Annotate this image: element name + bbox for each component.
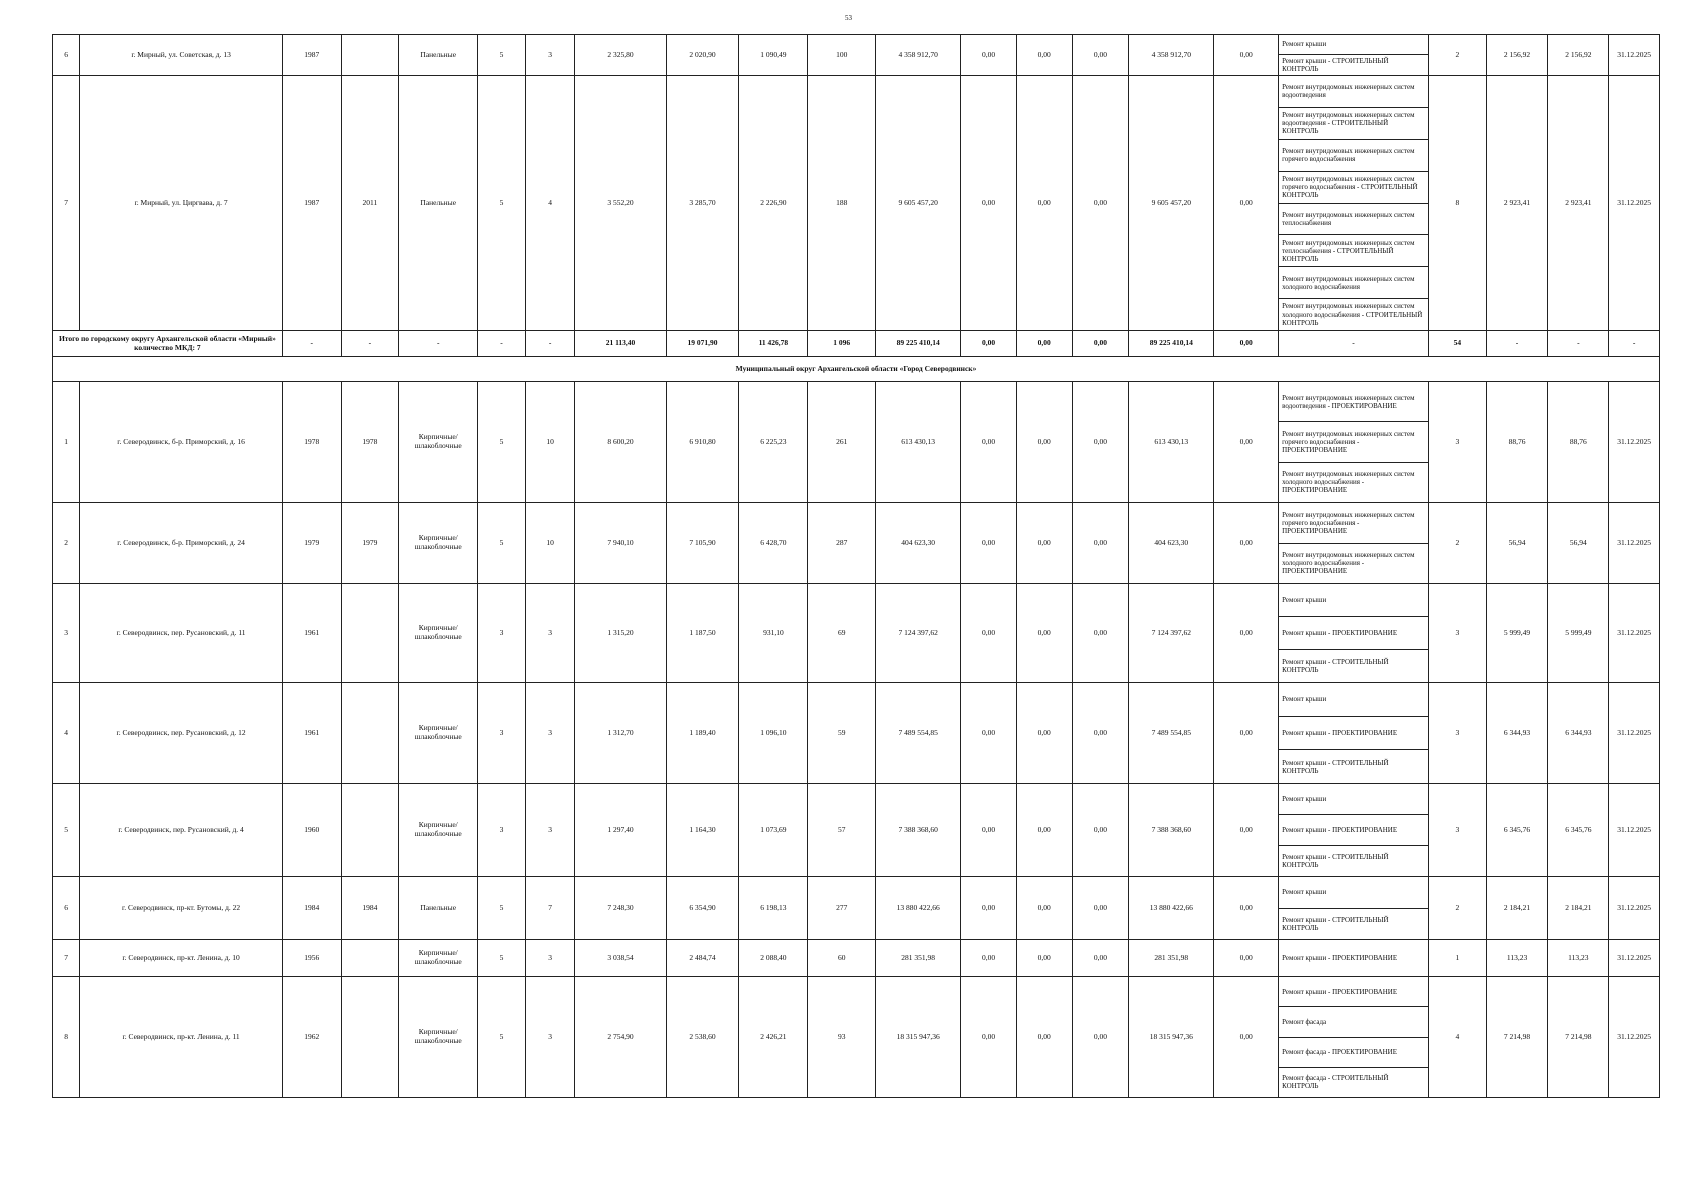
work-item: Ремонт внутридомовых инженерных систем водоотведения - ПРОЕКТИРОВАНИЕ [1279,382,1428,422]
cell-area-resid: 1 090,49 [739,35,808,76]
cell-no: 1 [53,382,80,503]
table-row [53,382,1660,503]
total-owners: 89 225 410,14 [1129,331,1214,357]
cell-address: г. Северодвинск, пр-кт. Бутомы, д. 22 [80,877,283,940]
cell-deadline: 31.12.2025 [1609,977,1660,1098]
cell-cost-total: 18 315 947,36 [876,977,961,1098]
cell-deadline: 31.12.2025 [1609,683,1660,784]
cell-owners: 404 623,30 [1129,503,1214,584]
cell-walls: Кирпичные/ шлакоблочные [399,584,478,683]
total-dash: - [525,331,575,357]
severodvinsk-rows [53,382,1660,1098]
total-dash: - [1548,331,1609,357]
cell-count: 2 [1428,877,1486,940]
cell-cost-total: 7 388 368,60 [876,784,961,877]
work-item: Ремонт внутридомовых инженерных систем холодного водоснабжения - ПРОЕКТИРОВАНИЕ [1282,551,1415,576]
cell-regional: 0,00 [1016,503,1072,584]
cell-area-resid: 6 225,23 [739,382,808,503]
cell-cost-total: 281 351,98 [876,940,961,977]
section-header-row [53,357,1660,382]
cell-area-resid: 931,10 [739,584,808,683]
cell-limit-cost: 2 184,21 [1548,877,1609,940]
cell-deadline: 31.12.2025 [1609,76,1660,331]
work-item: Ремонт крыши - СТРОИТЕЛЬНЫЙ КОНТРОЛЬ [1282,657,1389,674]
work-item: Ремонт крыши - СТРОИТЕЛЬНЫЙ КОНТРОЛЬ [1282,56,1389,73]
cell-limit-cost: 88,76 [1548,382,1609,503]
work-item: Ремонт крыши - ПРОЕКТИРОВАНИЕ [1279,617,1428,650]
cell-fund: 0,00 [961,977,1017,1098]
work-item: Ремонт крыши - СТРОИТЕЛЬНЫЙ КОНТРОЛЬ [1282,852,1389,869]
cell-year-built: 1962 [282,977,341,1098]
cell-walls: Панельные [399,877,478,940]
cell-no: 6 [53,877,80,940]
cell-local: 0,00 [1072,76,1129,331]
cell-regional: 0,00 [1016,584,1072,683]
work-item: Ремонт фасада - ПРОЕКТИРОВАНИЕ [1279,1038,1428,1068]
cell-entrances: 3 [525,35,575,76]
cell-address: г. Северодвинск, пер. Русановский, д. 11 [80,584,283,683]
cell-entrances: 3 [525,977,575,1098]
work-item: Ремонт крыши - ПРОЕКТИРОВАНИЕ [1279,815,1428,846]
cell-count: 3 [1428,784,1486,877]
cell-floors: 5 [478,35,526,76]
cell-regional: 0,00 [1016,784,1072,877]
cell-no: 3 [53,584,80,683]
work-item: Ремонт внутридомовых инженерных систем горячего водоснабжения [1279,140,1428,172]
total-local: 0,00 [1072,331,1129,357]
work-item: Ремонт крыши [1279,877,1428,909]
cell-count: 2 [1428,503,1486,584]
cell-residents: 57 [808,784,876,877]
cell-residents: 100 [808,35,876,76]
table-row [53,683,1660,784]
cell-owners: 613 430,13 [1129,382,1214,503]
cell-count: 8 [1428,76,1486,331]
cell-floors: 5 [478,382,526,503]
work-item: Ремонт внутридомовых инженерных систем водоотведения [1279,76,1428,108]
cell-owners: 7 489 554,85 [1129,683,1214,784]
cell-area-resid: 2 226,90 [739,76,808,331]
cell-regional: 0,00 [1016,683,1072,784]
total-row [53,331,1660,357]
cell-residents: 60 [808,940,876,977]
cell-area-living: 2 484,74 [666,940,739,977]
cell-unit-cost: 2 156,92 [1486,35,1548,76]
cell-local: 0,00 [1072,584,1129,683]
cell-entrances: 7 [525,877,575,940]
cell-local: 0,00 [1072,503,1129,584]
cell-floors: 5 [478,877,526,940]
total-label: Итого по городскому округу Архангельской области «Мирный» количество МКД: 7 [53,331,283,357]
cell-owners: 9 605 457,20 [1129,76,1214,331]
work-item: Ремонт внутридомовых инженерных систем теплоснабжения [1279,204,1428,236]
cell-fund: 0,00 [961,584,1017,683]
cell-works [1279,35,1429,76]
cell-fund: 0,00 [961,76,1017,331]
cell-year-built: 1956 [282,940,341,977]
cell-owners: 7 388 368,60 [1129,784,1214,877]
cell-other: 0,00 [1214,76,1279,331]
cell-unit-cost: 113,23 [1486,940,1548,977]
cell-count: 3 [1428,683,1486,784]
cell-walls: Кирпичные/ шлакоблочные [399,784,478,877]
cell-local: 0,00 [1072,977,1129,1098]
cell-address: г. Мирный, ул. Советская, д. 13 [80,35,283,76]
cell-unit-cost: 88,76 [1486,382,1548,503]
cell-other: 0,00 [1214,382,1279,503]
cell-cost-total: 9 605 457,20 [876,76,961,331]
cell-unit-cost: 5 999,49 [1486,584,1548,683]
cell-residents: 261 [808,382,876,503]
cell-fund: 0,00 [961,940,1017,977]
cell-deadline: 31.12.2025 [1609,877,1660,940]
cell-cost-total: 4 358 912,70 [876,35,961,76]
cell-area-total: 1 297,40 [575,784,666,877]
cell-deadline: 31.12.2025 [1609,584,1660,683]
cell-cost-total: 7 489 554,85 [876,683,961,784]
cell-count: 3 [1428,584,1486,683]
cell-count: 4 [1428,977,1486,1098]
cell-walls: Кирпичные/ шлакоблочные [399,503,478,584]
work-item: Ремонт фасада [1279,1007,1428,1037]
cell-regional: 0,00 [1016,76,1072,331]
work-item: Ремонт внутридомовых инженерных систем горячего водоснабжения - СТРОИТЕЛЬНЫЙ КОНТРОЛЬ [1279,172,1428,204]
page-number: 53 [845,14,852,22]
cell-area-resid: 2 088,40 [739,940,808,977]
total-other: 0,00 [1214,331,1279,357]
cell-address: г. Северодвинск, пер. Русановский, д. 12 [80,683,283,784]
cell-cost-total: 404 623,30 [876,503,961,584]
cell-regional: 0,00 [1016,35,1072,76]
cell-entrances: 4 [525,76,575,331]
cell-year-built: 1987 [282,35,341,76]
table-row [53,877,1660,940]
cell-limit-cost: 113,23 [1548,940,1609,977]
table-row [53,940,1660,977]
work-item: Ремонт крыши [1279,784,1428,815]
cell-floors: 5 [478,76,526,331]
cell-area-resid: 1 073,69 [739,784,808,877]
cell-limit-cost: 5 999,49 [1548,584,1609,683]
section-title: Муниципальный округ Архангельской области «Город Северодвинск» [53,357,1660,382]
cell-area-total: 7 248,30 [575,877,666,940]
cell-no: 8 [53,977,80,1098]
cell-unit-cost: 2 184,21 [1486,877,1548,940]
cell-cost-total: 7 124 397,62 [876,584,961,683]
cell-area-total: 1 315,20 [575,584,666,683]
cell-area-living: 6 354,90 [666,877,739,940]
work-item: Ремонт крыши - СТРОИТЕЛЬНЫЙ КОНТРОЛЬ [1282,915,1389,932]
cell-area-total: 3 552,20 [575,76,666,331]
cell-year-renov: 1984 [341,877,399,940]
table-row [53,35,1660,76]
work-item: Ремонт крыши [1279,584,1428,617]
cell-floors: 5 [478,977,526,1098]
cell-area-total: 2 754,90 [575,977,666,1098]
mirny-rows [53,35,1660,331]
cell-deadline: 31.12.2025 [1609,784,1660,877]
cell-local: 0,00 [1072,382,1129,503]
total-fund: 0,00 [961,331,1017,357]
cell-area-living: 1 164,30 [666,784,739,877]
cell-unit-cost: 6 344,93 [1486,683,1548,784]
cell-other: 0,00 [1214,784,1279,877]
cell-works [1279,683,1429,784]
cell-regional: 0,00 [1016,977,1072,1098]
total-dash: - [1486,331,1548,357]
cell-floors: 5 [478,503,526,584]
work-item: Ремонт крыши - ПРОЕКТИРОВАНИЕ [1279,717,1428,751]
cell-other: 0,00 [1214,503,1279,584]
cell-regional: 0,00 [1016,877,1072,940]
cell-other: 0,00 [1214,683,1279,784]
cell-walls: Кирпичные/ шлакоблочные [399,977,478,1098]
cell-floors: 3 [478,683,526,784]
work-item: Ремонт фасада - СТРОИТЕЛЬНЫЙ КОНТРОЛЬ [1282,1074,1389,1091]
cell-area-total: 7 940,10 [575,503,666,584]
cell-address: г. Северодвинск, б-р. Приморский, д. 24 [80,503,283,584]
cell-area-resid: 1 096,10 [739,683,808,784]
cell-works [1279,784,1429,877]
cell-no: 6 [53,35,80,76]
cell-owners: 13 880 422,66 [1129,877,1214,940]
cell-residents: 188 [808,76,876,331]
total-residents: 1 096 [808,331,876,357]
cell-walls: Кирпичные/ шлакоблочные [399,940,478,977]
total-count: 54 [1428,331,1486,357]
cell-area-living: 2 020,90 [666,35,739,76]
cell-floors: 3 [478,784,526,877]
cell-local: 0,00 [1072,877,1129,940]
cell-year-renov: 1978 [341,382,399,503]
cell-entrances: 3 [525,584,575,683]
cell-works [1279,977,1429,1098]
cell-fund: 0,00 [961,683,1017,784]
cell-area-living: 2 538,60 [666,977,739,1098]
cell-unit-cost: 6 345,76 [1486,784,1548,877]
total-dash: - [282,331,341,357]
cell-fund: 0,00 [961,382,1017,503]
cell-year-built: 1987 [282,76,341,331]
cell-deadline: 31.12.2025 [1609,940,1660,977]
cell-area-resid: 6 198,13 [739,877,808,940]
total-cost: 89 225 410,14 [876,331,961,357]
cell-area-resid: 2 426,21 [739,977,808,1098]
cell-limit-cost: 6 345,76 [1548,784,1609,877]
cell-entrances: 3 [525,784,575,877]
cell-limit-cost: 2 156,92 [1548,35,1609,76]
cell-year-built: 1961 [282,584,341,683]
cell-regional: 0,00 [1016,940,1072,977]
cell-owners: 7 124 397,62 [1129,584,1214,683]
cell-no: 7 [53,940,80,977]
cell-no: 2 [53,503,80,584]
cell-year-renov: 2011 [341,76,399,331]
total-dash: - [1609,331,1660,357]
cell-no: 5 [53,784,80,877]
cell-residents: 93 [808,977,876,1098]
cell-count: 1 [1428,940,1486,977]
cell-year-built: 1979 [282,503,341,584]
cell-other: 0,00 [1214,940,1279,977]
cell-year-built: 1978 [282,382,341,503]
work-item: Ремонт внутридомовых инженерных систем теплоснабжения - СТРОИТЕЛЬНЫЙ КОНТРОЛЬ [1279,235,1428,267]
cell-owners: 18 315 947,36 [1129,977,1214,1098]
total-regional: 0,00 [1016,331,1072,357]
cell-year-renov [341,35,399,76]
cell-area-total: 8 600,20 [575,382,666,503]
cell-limit-cost: 56,94 [1548,503,1609,584]
cell-area-living: 7 105,90 [666,503,739,584]
table-row [53,503,1660,584]
total-dash: - [399,331,478,357]
cell-unit-cost: 56,94 [1486,503,1548,584]
cell-walls: Кирпичные/ шлакоблочные [399,382,478,503]
cell-other: 0,00 [1214,584,1279,683]
cell-works [1279,76,1429,331]
cell-address: г. Северодвинск, пр-кт. Ленина, д. 10 [80,940,283,977]
cell-area-living: 1 187,50 [666,584,739,683]
cell-year-renov [341,584,399,683]
total-dash: - [1279,331,1429,357]
cell-deadline: 31.12.2025 [1609,382,1660,503]
cell-other: 0,00 [1214,35,1279,76]
cell-works [1279,940,1429,977]
cell-year-renov [341,683,399,784]
work-item: Ремонт крыши - СТРОИТЕЛЬНЫЙ КОНТРОЛЬ [1282,758,1389,775]
cell-floors: 3 [478,584,526,683]
table-row [53,977,1660,1098]
cell-count: 3 [1428,382,1486,503]
cell-fund: 0,00 [961,503,1017,584]
cell-area-total: 1 312,70 [575,683,666,784]
cell-fund: 0,00 [961,35,1017,76]
cell-entrances: 3 [525,683,575,784]
cell-walls: Панельные [399,35,478,76]
cell-floors: 5 [478,940,526,977]
cell-fund: 0,00 [961,877,1017,940]
work-item: Ремонт крыши [1279,35,1428,55]
cell-deadline: 31.12.2025 [1609,503,1660,584]
cell-count: 2 [1428,35,1486,76]
work-item: Ремонт внутридомовых инженерных систем холодного водоснабжения - ПРОЕКТИРОВАНИЕ [1282,470,1415,495]
cell-owners: 281 351,98 [1129,940,1214,977]
cell-walls: Панельные [399,76,478,331]
cell-entrances: 10 [525,503,575,584]
cell-local: 0,00 [1072,683,1129,784]
cell-other: 0,00 [1214,877,1279,940]
work-item: Ремонт внутридомовых инженерных систем водоотведения - СТРОИТЕЛЬНЫЙ КОНТРОЛЬ [1279,108,1428,140]
cell-limit-cost: 7 214,98 [1548,977,1609,1098]
cell-address: г. Мирный, ул. Циргвава, д. 7 [80,76,283,331]
cell-year-renov [341,940,399,977]
work-item: Ремонт внутридомовых инженерных систем холодного водоснабжения - СТРОИТЕЛЬНЫЙ КОНТРОЛЬ [1282,302,1423,327]
cell-walls: Кирпичные/ шлакоблочные [399,683,478,784]
total-area-resid: 11 426,78 [739,331,808,357]
work-item: Ремонт крыши - ПРОЕКТИРОВАНИЕ [1282,953,1398,962]
cell-other: 0,00 [1214,977,1279,1098]
cell-address: г. Северодвинск, б-р. Приморский, д. 16 [80,382,283,503]
cell-deadline: 31.12.2025 [1609,35,1660,76]
table-row [53,584,1660,683]
cell-local: 0,00 [1072,940,1129,977]
cell-area-resid: 6 428,70 [739,503,808,584]
cell-works [1279,584,1429,683]
cell-address: г. Северодвинск, пр-кт. Ленина, д. 11 [80,977,283,1098]
cell-entrances: 3 [525,940,575,977]
cell-no: 7 [53,76,80,331]
cell-owners: 4 358 912,70 [1129,35,1214,76]
table-row [53,784,1660,877]
cell-limit-cost: 2 923,41 [1548,76,1609,331]
total-area-total: 21 113,40 [575,331,666,357]
cell-limit-cost: 6 344,93 [1548,683,1609,784]
cell-area-living: 3 285,70 [666,76,739,331]
work-item: Ремонт внутридомовых инженерных систем горячего водоснабжения - ПРОЕКТИРОВАНИЕ [1279,503,1428,544]
cell-area-living: 6 910,80 [666,382,739,503]
cell-regional: 0,00 [1016,382,1072,503]
cell-works [1279,503,1429,584]
work-item: Ремонт крыши - ПРОЕКТИРОВАНИЕ [1279,977,1428,1007]
capital-repair-table [52,34,1660,1098]
cell-area-total: 3 038,54 [575,940,666,977]
cell-address: г. Северодвинск, пер. Русановский, д. 4 [80,784,283,877]
cell-entrances: 10 [525,382,575,503]
cell-unit-cost: 2 923,41 [1486,76,1548,331]
cell-year-renov: 1979 [341,503,399,584]
cell-no: 4 [53,683,80,784]
total-dash: - [478,331,526,357]
cell-year-renov [341,784,399,877]
cell-works [1279,382,1429,503]
cell-area-living: 1 189,40 [666,683,739,784]
cell-year-built: 1960 [282,784,341,877]
work-item: Ремонт внутридомовых инженерных систем горячего водоснабжения - ПРОЕКТИРОВАНИЕ [1279,422,1428,462]
cell-residents: 287 [808,503,876,584]
cell-year-renov [341,977,399,1098]
total-dash: - [341,331,399,357]
cell-unit-cost: 7 214,98 [1486,977,1548,1098]
cell-local: 0,00 [1072,784,1129,877]
work-item: Ремонт крыши [1279,683,1428,717]
total-area-living: 19 071,90 [666,331,739,357]
cell-year-built: 1984 [282,877,341,940]
cell-cost-total: 613 430,13 [876,382,961,503]
table-row [53,76,1660,331]
cell-fund: 0,00 [961,784,1017,877]
cell-local: 0,00 [1072,35,1129,76]
cell-year-built: 1961 [282,683,341,784]
cell-residents: 59 [808,683,876,784]
cell-area-total: 2 325,80 [575,35,666,76]
cell-works [1279,877,1429,940]
cell-residents: 277 [808,877,876,940]
mirny-total [53,331,1660,382]
cell-residents: 69 [808,584,876,683]
work-item: Ремонт внутридомовых инженерных систем холодного водоснабжения [1279,267,1428,299]
cell-cost-total: 13 880 422,66 [876,877,961,940]
